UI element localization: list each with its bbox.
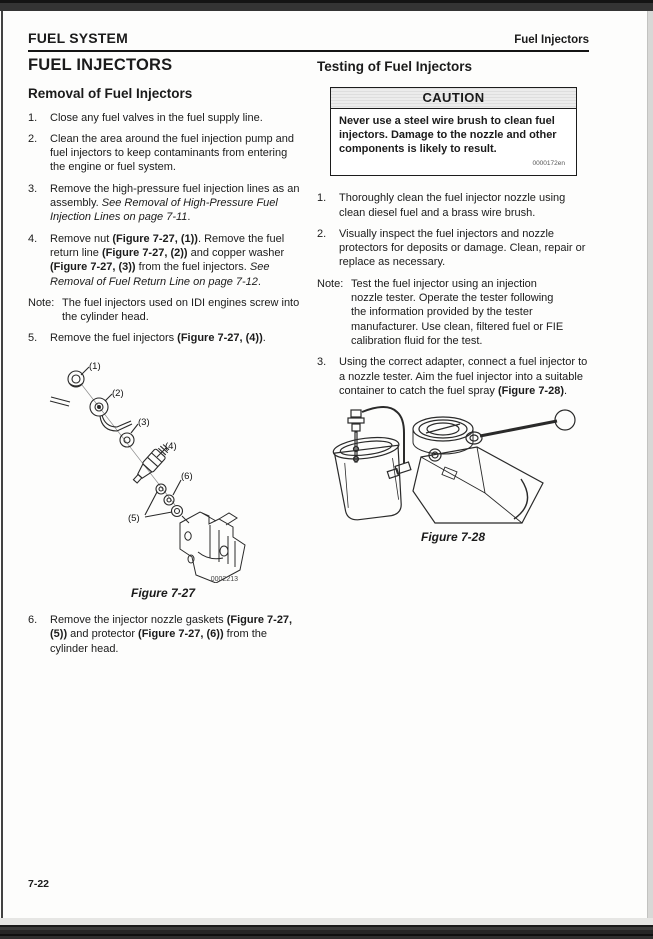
section-title-removal: Removal of Fuel Injectors bbox=[28, 86, 193, 102]
removal-step-5 bbox=[28, 331, 301, 345]
step-text: Thoroughly clean the fuel injector nozzle using clean diesel fuel and a brass wire brush. bbox=[339, 192, 566, 219]
removal-note bbox=[28, 296, 301, 325]
step-number: 3. bbox=[317, 356, 327, 369]
testing-note bbox=[317, 277, 589, 348]
viewer-bottom-bar bbox=[0, 925, 653, 939]
step-text: Remove nut (Figure 7-27, (1)). Remove the fuel return line (Figure 7-27, (2)) and copper washer (Figure 7-27, (3)) from the fuel injectors. See Removal of Fuel Return Line on page 7-12. bbox=[50, 232, 285, 288]
step-number: 2. bbox=[28, 132, 38, 145]
fig727-caption: Figure 7-27 bbox=[130, 585, 196, 600]
fig727-label-4: (4) bbox=[165, 440, 177, 452]
injector-exploded-diagram bbox=[28, 353, 298, 583]
note-text: Test the fuel injector using an injection nozzle tester. Operate the tester following the information provided by the tester manufacturer. Use clean, filtered fuel or FIE calibration fluid for the test. bbox=[351, 277, 564, 347]
page-title: FUEL INJECTORS bbox=[28, 56, 173, 74]
caution-text: Never use a steel wire brush to clean fuel injectors. Damage to the nozzle and other components is likely to result. bbox=[339, 115, 557, 156]
left-column bbox=[28, 58, 301, 663]
step-text: Remove the injector nozzle gaskets (Figure 7-27, (5)) and protector (Figure 7-27, (6)) from the cylinder head. bbox=[50, 614, 293, 655]
removal-step-1 bbox=[28, 111, 301, 125]
fig727-label-3: (3) bbox=[138, 416, 150, 428]
step-number: 6. bbox=[28, 614, 38, 627]
step-number: 5. bbox=[28, 332, 38, 345]
testing-step-1 bbox=[317, 191, 589, 220]
step-text: Remove the fuel injectors (Figure 7-27, (4)). bbox=[50, 332, 266, 345]
removal-step-3 bbox=[28, 182, 301, 225]
step-number: 4. bbox=[28, 232, 38, 245]
caution-title: CAUTION bbox=[331, 88, 576, 109]
header-chapter-title: FUEL SYSTEM bbox=[28, 30, 128, 46]
figure-7-27 bbox=[28, 353, 301, 600]
testing-step-3 bbox=[317, 355, 589, 398]
header-section-title: Fuel Injectors bbox=[514, 34, 589, 46]
viewer-bottom-margin bbox=[0, 918, 653, 925]
step-text: Visually inspect the fuel injectors and nozzle protectors for deposits or damage. Clean, repair or replace as necessary. bbox=[339, 227, 586, 269]
fig728-caption: Figure 7-28 bbox=[420, 530, 486, 545]
nozzle-tester-diagram bbox=[325, 405, 581, 527]
caution-code: 0000172en bbox=[532, 160, 565, 168]
fig727-label-6: (6) bbox=[181, 470, 193, 482]
page-number: 7-22 bbox=[28, 878, 50, 890]
step-number: 3. bbox=[28, 182, 38, 195]
removal-step-4 bbox=[28, 232, 301, 289]
step-text: Clean the area around the fuel injection pump and fuel injectors to keep contaminants from entering the engine or fuel system. bbox=[50, 132, 295, 174]
figure-7-28 bbox=[317, 405, 589, 544]
removal-step-6 bbox=[28, 613, 301, 656]
caution-box bbox=[330, 87, 577, 176]
fig727-label-1: (1) bbox=[89, 360, 101, 372]
step-number: 1. bbox=[28, 111, 38, 124]
removal-step-2 bbox=[28, 132, 301, 175]
note-label: Note: bbox=[317, 277, 344, 290]
header-rule bbox=[28, 50, 589, 52]
page-left-edge bbox=[1, 11, 3, 918]
note-text: The fuel injectors used on IDI engines screw into the cylinder head. bbox=[62, 296, 300, 324]
step-number: 1. bbox=[317, 192, 327, 205]
page-header bbox=[28, 30, 589, 52]
fig727-label-2: (2) bbox=[112, 387, 124, 399]
step-text: Remove the high-pressure fuel injection lines as an assembly. See Removal of High-Pressure Fuel Injection Lines on page 7-11. bbox=[50, 182, 300, 224]
step-number: 2. bbox=[317, 227, 327, 240]
section-title-testing: Testing of Fuel Injectors bbox=[317, 59, 473, 74]
fig727-code: 0002213 bbox=[210, 575, 238, 583]
step-text: Close any fuel valves in the fuel supply line. bbox=[50, 111, 263, 124]
right-column bbox=[317, 60, 589, 544]
fig727-label-5: (5) bbox=[128, 512, 140, 524]
testing-step-2 bbox=[317, 227, 589, 270]
page-right-margin bbox=[647, 11, 653, 918]
note-label: Note: bbox=[28, 296, 55, 309]
viewer-top-bar bbox=[0, 0, 653, 11]
step-text: Using the correct adapter, connect a fuel injector to a nozzle tester. Aim the fuel injector into a suitable container to catch the fuel spray (Figure 7-28). bbox=[339, 356, 588, 397]
